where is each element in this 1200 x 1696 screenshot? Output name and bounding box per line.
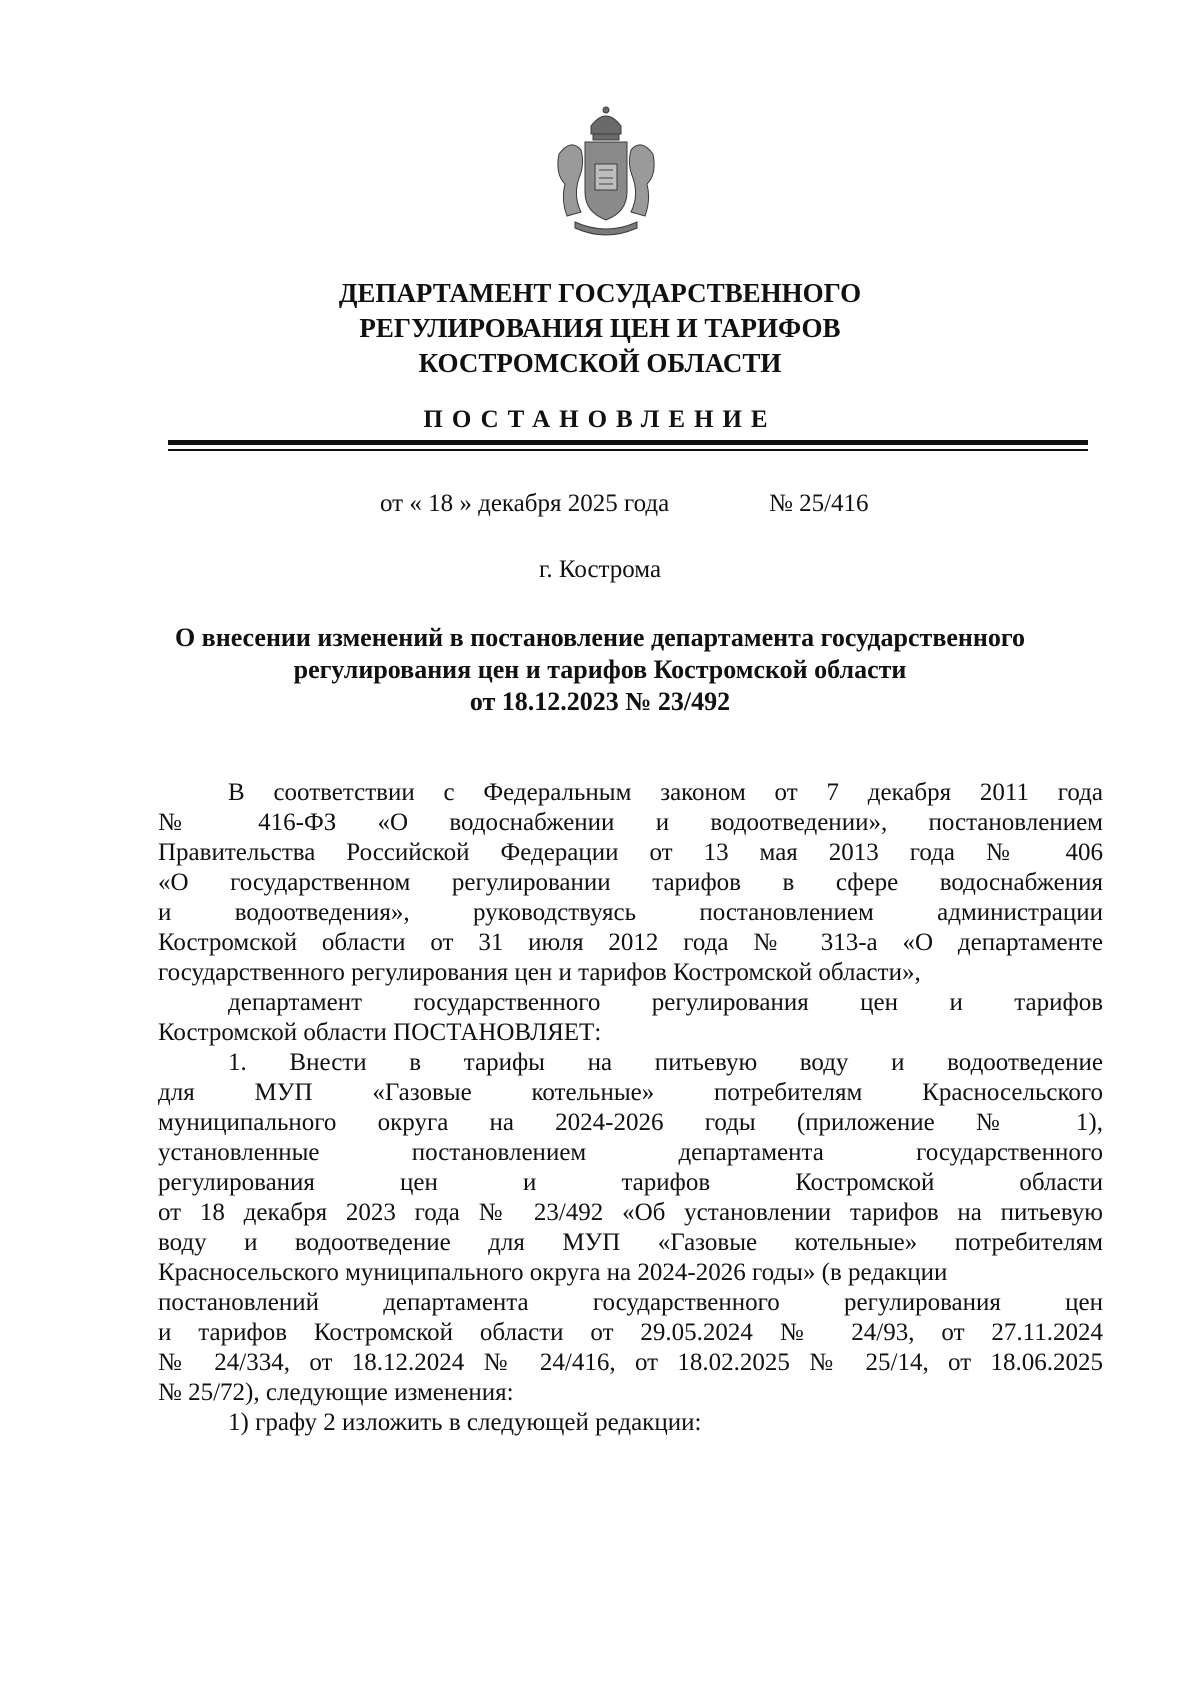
body-line: № 24/334, от 18.12.2024 № 24/416, от 18.02.2025 № 25/14, от 18.06.2025: [158, 1349, 1103, 1376]
body-line: 1. Внести в тарифы на питьевую воду и водоотведение: [228, 1049, 1103, 1076]
body-line: воду и водоотведение для МУП «Газовые котельные» потребителям: [158, 1229, 1103, 1256]
body-line: муниципального округа на 2024-2026 годы (приложение № 1),: [158, 1109, 1103, 1136]
body-line: государственного регулирования цен и тарифов Костромской области»,: [158, 959, 921, 986]
body-line: для МУП «Газовые котельные» потребителям Красносельского: [158, 1079, 1103, 1106]
title-line: регулирования цен и тарифов Костромской области: [293, 655, 907, 684]
body-line: Правительства Российской Федерации от 13 мая 2013 года № 406: [158, 839, 1103, 866]
document-date: от « 18 » декабря 2025 года: [380, 490, 670, 517]
body-line: № 25/72), следующие изменения:: [158, 1379, 514, 1406]
body-line: постановлений департамента государственного регулирования цен: [158, 1289, 1103, 1316]
document-body: [158, 778, 1103, 1438]
body-line: Красносельского муниципального округа на 2024-2026 годы» (в редакции: [158, 1259, 948, 1286]
body-line: и тарифов Костромской области от 29.05.2024 № 24/93, от 27.11.2024: [158, 1319, 1103, 1346]
body-line: В соответствии с Федеральным законом от 7 декабря 2011 года: [228, 779, 1103, 806]
body-line: установленные постановлением департамента государственного: [158, 1139, 1103, 1166]
authority-header-line: ДЕПАРТАМЕНТ ГОСУДАРСТВЕННОГО: [338, 278, 862, 308]
body-line: Костромской области от 31 июля 2012 года № 313-а «О департаменте: [158, 929, 1103, 956]
authority-header-line: РЕГУЛИРОВАНИЯ ЦЕН И ТАРИФОВ: [359, 313, 841, 343]
header-rule-thin: [168, 449, 1088, 451]
body-line: Костромской области ПОСТАНОВЛЯЕТ:: [158, 1019, 602, 1046]
title-line: О внесении изменений в постановление департамента государственного: [174, 623, 1026, 652]
body-line: 1) графу 2 изложить в следующей редакции:: [228, 1409, 702, 1436]
body-line: регулирования цен и тарифов Костромской области: [158, 1169, 1103, 1196]
document-type: ПОСТАНОВЛЕНИЕ: [423, 406, 777, 433]
body-line: от 18 декабря 2023 года № 23/492 «Об установлении тарифов на питьевую: [158, 1199, 1103, 1226]
authority-header: [0, 276, 1200, 381]
document-number: № 25/416: [769, 490, 869, 517]
document-title: [0, 622, 1200, 718]
authority-header-line: КОСТРОМСКОЙ ОБЛАСТИ: [418, 348, 782, 378]
body-line: «О государственном регулировании тарифов в сфере водоснабжения: [158, 869, 1103, 896]
body-line: департамент государственного регулирования цен и тарифов: [228, 989, 1103, 1016]
header-rule-thick: [168, 440, 1088, 445]
coat-of-arms-emblem: [551, 104, 661, 240]
title-line: от 18.12.2023 № 23/492: [469, 687, 731, 716]
body-line: и водоотведения», руководствуясь постановлением администрации: [158, 899, 1103, 926]
document-city: г. Кострома: [538, 556, 662, 583]
body-line: № 416-ФЗ «О водоснабжении и водоотведении», постановлением: [158, 809, 1103, 836]
